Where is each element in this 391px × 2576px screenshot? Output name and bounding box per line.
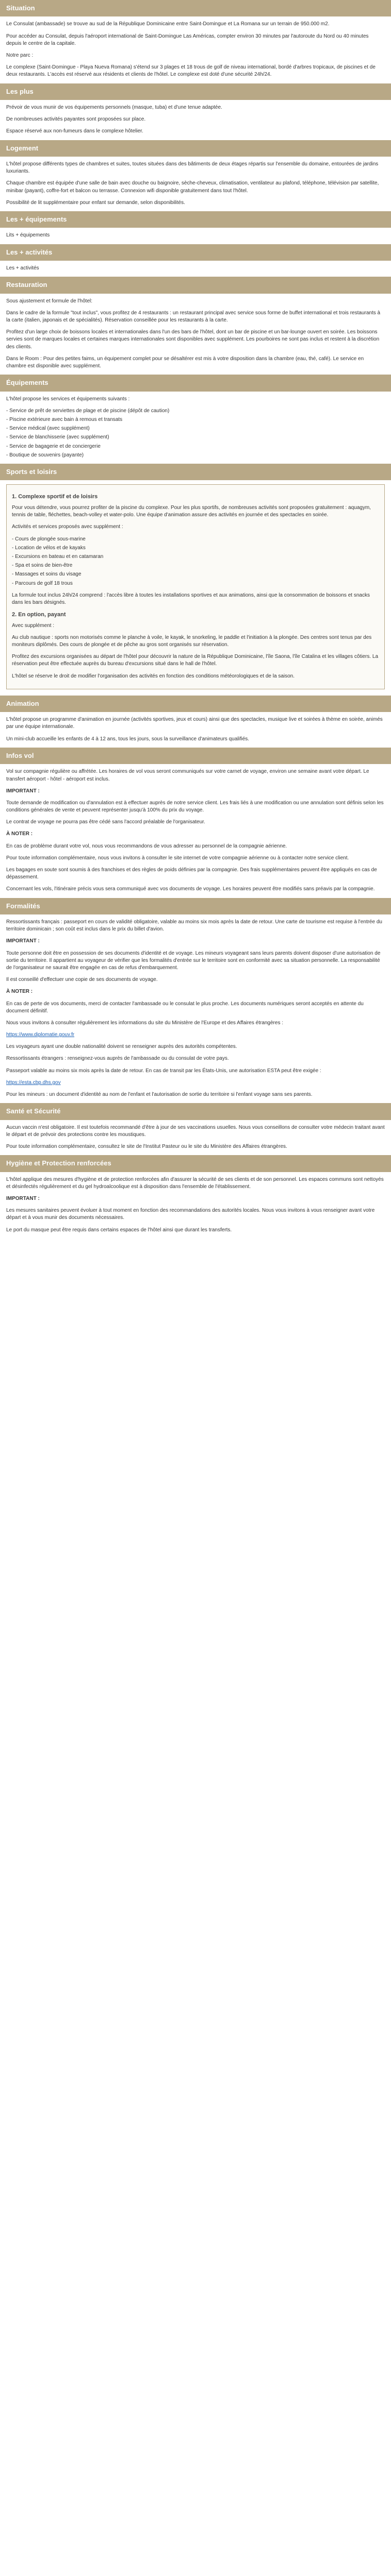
diplomatie-link[interactable]: https://www.diplomatie.gouv.fr <box>6 1032 75 1038</box>
list-item: - Excursions en bateau et en catamaran <box>12 553 379 561</box>
situation-text: Le complexe (Saint-Domingue - Playa Nueva Romana) s'étend sur 3 plages et 18 trous de golf de niveau international, bordé d'arbres tropicaux, de piscines et de deux restaurants. L'accès est réservé aux résidents et clients de l'hôtel. Le complexe est doté d'une sécurité 24h/24. <box>6 64 376 78</box>
sante-text: Aucun vaccin n'est obligatoire. Il est toutefois recommandé d'être à jour de ses vaccinations usuelles. Nous vous conseillons de consulter votre médecin traitant avant le départ et de prévoir des protections contre les moustiques. <box>6 1124 385 1138</box>
list-item: - Service de prêt de serviettes de plage et de piscine (dépôt de caution) <box>6 408 385 415</box>
situation-header: Situation <box>0 0 391 16</box>
info-vol-header: Infos vol <box>0 748 391 764</box>
les-plus-text: Espace réservé aux non-fumeurs dans le complexe hôtelier. <box>6 128 143 134</box>
list-item: - Piscine extérieure avec bain à remous et transats <box>6 416 385 423</box>
hygiene-text: L'hôtel applique des mesures d'hygiène et de protection renforcées afin d'assurer la sécurité de ses clients et de son personnel. Les espaces communs sont nettoyés et désinfectés régulièrement et du gel hydroalcoolique est à disposition dans l'ensemble de l'établissement. <box>6 1176 384 1190</box>
equipements-header: Équipements <box>0 375 391 391</box>
info-vol-text: Toute demande de modification ou d'annulation est à effectuer auprès de notre service client. Les frais liés à une modification ou une annulation sont définis selon les conditions générales de vente et peuvent représenter jusqu'à 100% du prix du voyage. <box>6 800 384 814</box>
list-item: - Service de bagagerie et de conciergerie <box>6 443 385 450</box>
logement-text: Chaque chambre est équipée d'une salle de bain avec douche ou baignoire, sèche-cheveux, climatisation, ventilateur au plafond, téléphone, télévision par satellite, minibar (payant), coffre-fort et balcon ou terrasse. Connexion wifi disponible gratuitement dans tout l'hôtel. <box>6 180 379 194</box>
restauration-text: Dans le Room : Pour des petites faims, un équipement complet pour se désaltérer est mis à votre disposition dans la chambre (eau, thé, café). Le service en chambre est disponible avec supplément. <box>6 355 364 369</box>
restauration-text: Dans le cadre de la formule "tout inclus", vous profitez de 4 restaurants : un restaurant principal avec service sous forme de buffet international et trois restaurants à la carte (italien, japonais et de spécialités). Réservation conseillée pour les restaurants à la carte. <box>6 310 381 324</box>
situation-text: Le Consulat (ambassade) se trouve au sud de la République Dominicaine entre Saint-Domingue et La Romana sur un terrain de 950.000 m2. <box>6 21 330 27</box>
restauration-text: Profitez d'un large choix de boissons locales et internationales dans l'un des bars de l'hôtel, dont un bar de piscine et un bar-lounge ouvert en soirée. Les boissons servies sont de marques locales et certaines marques internationales sont disponibles avec supplément. Les pourboires ne sont pas inclus et restent à la discrétion des clients. <box>6 329 380 350</box>
info-vol-text: En cas de problème durant votre vol, nous vous recommandons de vous adresser au personnel de la compagnie aérienne. <box>6 843 287 849</box>
formalites-text: Passeport valable au moins six mois après la date de retour. En cas de transit par les États-Unis, une autorisation ESTA peut être exigée : <box>6 1067 321 1074</box>
equipements-section <box>0 375 391 459</box>
hygiene-text: Le port du masque peut être requis dans certains espaces de l'hôtel ainsi que durant les transferts. <box>6 1227 232 1233</box>
sports-text: Profitez des excursions organisées au départ de l'hôtel pour découvrir la nature de la République Dominicaine, l'île Saona, l'île Catalina et les villages côtiers. La réservation peut être effectuée auprès du bureau d'excursions situé dans le hall de l'hôtel. <box>12 654 379 667</box>
list-item: - Boutique de souvenirs (payante) <box>6 452 385 459</box>
animation-text: L'hôtel propose un programme d'animation en journée (activités sportives, jeux et cours) ainsi que des spectacles, musique live et soirées à thème en soirée, animés par une équipe internationale. <box>6 717 383 730</box>
list-item: - Cours de plongée sous-marine <box>12 536 379 543</box>
equipements-list <box>6 408 385 459</box>
les-plus-section <box>0 83 391 135</box>
activites-short-header: Les + activités <box>0 244 391 261</box>
equipements-short-text: Lits + équipements <box>6 232 50 239</box>
activites-short-section <box>0 244 391 273</box>
list-item: - Service de blanchisserie (avec supplément) <box>6 434 385 441</box>
restauration-text: Sous ajustement et formule de l'hôtel: <box>6 298 93 304</box>
hygiene-text: Les mesures sanitaires peuvent évoluer à tout moment en fonction des recommandations des autorités locales. Nous vous invitons à vous renseigner avant votre départ et à vous munir des documents nécessaires. <box>6 1208 375 1221</box>
formalites-section <box>0 898 391 1099</box>
info-vol-section <box>0 748 391 893</box>
restauration-header: Restauration <box>0 277 391 293</box>
list-item: - Service médical (avec supplément) <box>6 425 385 432</box>
info-vol-text: Les bagages en soute sont soumis à des franchises et des règles de poids définies par la compagnie. Des frais supplémentaires peuvent être appliqués en cas de dépassement. <box>6 867 377 880</box>
sante-section <box>0 1103 391 1150</box>
animation-section <box>0 696 391 743</box>
logement-header: Logement <box>0 140 391 157</box>
formalites-label: À NOTER : <box>6 989 33 995</box>
situation-section <box>0 0 391 79</box>
les-plus-text: Prévoir de vous munir de vos équipements personnels (masque, tuba) et d'une tenue adaptée. <box>6 105 222 111</box>
situation-text: Notre parc : <box>6 53 34 59</box>
logement-section <box>0 140 391 207</box>
formalites-text: Les voyageurs ayant une double nationalité doivent se renseigner auprès des autorités compétentes. <box>6 1044 237 1050</box>
formalites-text: En cas de perte de vos documents, merci de contacter l'ambassade ou le consulat le plus proche. Les documents numériques seront acceptés en attente du document définitif. <box>6 1001 364 1014</box>
list-item: - Spa et soins de bien-être <box>12 562 379 569</box>
sports-text: Au club nautique : sports non motorisés comme le planche à voile, le kayak, le snorkeling, le paddle et l'initiation à la plongée. Des centres sont tenus par des moniteurs diplômés. Des cours de plongée et de pêche au gros sont organisés sur réservation. <box>12 634 372 648</box>
formalites-text: Ressortissants français : passeport en cours de validité obligatoire, valable au moins six mois après la date de retour. Une carte de tourisme est requise à l'entrée du territoire dominicain ; son coût est inclus dans le prix du billet d'avion. <box>6 919 382 933</box>
formalites-text: Toute personne doit être en possession de ses documents d'identité et de voyage. Les mineurs voyageant sans leurs parents doivent disposer d'une autorisation de sortie du territoire. Il appartient au voyageur de vérifier que les formalités d'entrée sur le territoire sont en conformité avec sa situation personnelle. La responsabilité de l'organisateur ne saurait être engagée en cas de refus d'embarquement. <box>6 950 381 971</box>
formalites-label: IMPORTANT : <box>6 938 40 944</box>
activites-short-text: Les + activités <box>6 265 39 272</box>
formalites-text: Nous vous invitons à consulter régulièrement les informations du site du Ministère de l'Europe et des Affaires étrangères : <box>6 1020 284 1026</box>
hygiene-label: IMPORTANT : <box>6 1196 40 1202</box>
sports-box <box>6 484 385 689</box>
info-vol-label: IMPORTANT : <box>6 788 40 794</box>
formalites-text: Ressortissants étrangers : renseignez-vous auprès de l'ambassade ou du consulat de votre pays. <box>6 1056 229 1062</box>
sports-subtitle: 1. Complexe sportif et de loisirs <box>12 494 98 500</box>
list-item: - Massages et soins du visage <box>12 571 379 578</box>
info-vol-text: Le contrat de voyage ne pourra pas être cédé sans l'accord préalable de l'organisateur. <box>6 819 205 825</box>
formalites-text: Pour les mineurs : un document d'identité au nom de l'enfant et l'autorisation de sortie du territoire si l'enfant voyage sans ses parents. <box>6 1092 313 1098</box>
sante-header: Santé et Sécurité <box>0 1103 391 1120</box>
info-vol-text: Vol sur compagnie régulière ou affrétée. Les horaires de vol vous seront communiqués sur votre carnet de voyage, environ une semaine avant votre départ. Le transfert aéroport - hôtel - aéroport est inclus. <box>6 769 369 782</box>
hygiene-header: Hygiène et Protection renforcées <box>0 1155 391 1172</box>
sports-text: Activités et services proposés avec supplément : <box>12 524 123 530</box>
sports-text: Pour vous détendre, vous pourrez profiter de la piscine du complexe. Pour les plus sportifs, de nombreuses activités sont proposées gratuitement : aquagym, tennis de table, fléchettes, beach-volley et water-polo. Une équipe d'animation assure des activités en journée et des spectacles en soirée. <box>12 505 371 518</box>
formalites-text: Il est conseillé d'effectuer une copie de ses documents de voyage. <box>6 977 158 983</box>
animation-text: Un mini-club accueille les enfants de 4 à 12 ans, tous les jours, sous la surveillance d'animateurs qualifiés. <box>6 736 250 742</box>
sports-header: Sports et loisirs <box>0 464 391 480</box>
sports-subtitle: 2. En option, payant <box>12 612 66 618</box>
formalites-header: Formalités <box>0 898 391 914</box>
list-item: - Parcours de golf 18 trous <box>12 580 379 587</box>
sports-text: Avec supplément : <box>12 622 55 629</box>
logement-text: L'hôtel propose différents types de chambres et suites, toutes situées dans des bâtiments de deux étages répartis sur l'ensemble du domaine, entourées de jardins luxuriants. <box>6 161 379 175</box>
sports-text: L'hôtel se réserve le droit de modifier l'organisation des activités en fonction des conditions météorologiques et de la saison. <box>12 673 295 679</box>
info-vol-label: À NOTER : <box>6 831 33 837</box>
list-item: - Location de vélos et de kayaks <box>12 545 379 552</box>
sports-section <box>0 464 391 689</box>
logement-text: Possibilité de lit supplémentaire pour enfant sur demande, selon disponibilités. <box>6 199 185 206</box>
les-plus-header: Les plus <box>0 83 391 100</box>
info-vol-text: Pour toute information complémentaire, nous vous invitons à consulter le site internet de votre compagnie aérienne ou à contacter notre service client. <box>6 855 349 861</box>
sante-text: Pour toute information complémentaire, consultez le site de l'Institut Pasteur ou le site du Ministère des Affaires étrangères. <box>6 1144 287 1150</box>
sports-list <box>12 536 379 587</box>
equipements-intro: L'hôtel propose les services et équipements suivants : <box>6 396 130 402</box>
info-vol-text: Concernant les vols, l'itinéraire précis vous sera communiqué avec vos documents de voyage. Les horaires peuvent être modifiés sans préavis par la compagnie. <box>6 886 375 892</box>
les-plus-text: De nombreuses activités payantes sont proposées sur place. <box>6 116 146 123</box>
restauration-section <box>0 277 391 370</box>
equipements-short-header: Les + équipements <box>0 211 391 228</box>
hygiene-section <box>0 1155 391 1234</box>
sports-text: La formule tout inclus 24h/24 comprend : l'accès libre à toutes les installations sportives et aux animations, ainsi que la consommation de boissons et snacks dans les bars désignés. <box>12 592 370 605</box>
animation-header: Animation <box>0 696 391 712</box>
situation-text: Pour accéder au Consulat, depuis l'aéroport international de Saint-Domingue Las Américas, compter environ 30 minutes par l'autoroute du Nord ou 40 minutes depuis le centre de la capitale. <box>6 33 369 46</box>
esta-link[interactable]: https://esta.cbp.dhs.gov <box>6 1079 61 1086</box>
equipements-short-section <box>0 211 391 240</box>
